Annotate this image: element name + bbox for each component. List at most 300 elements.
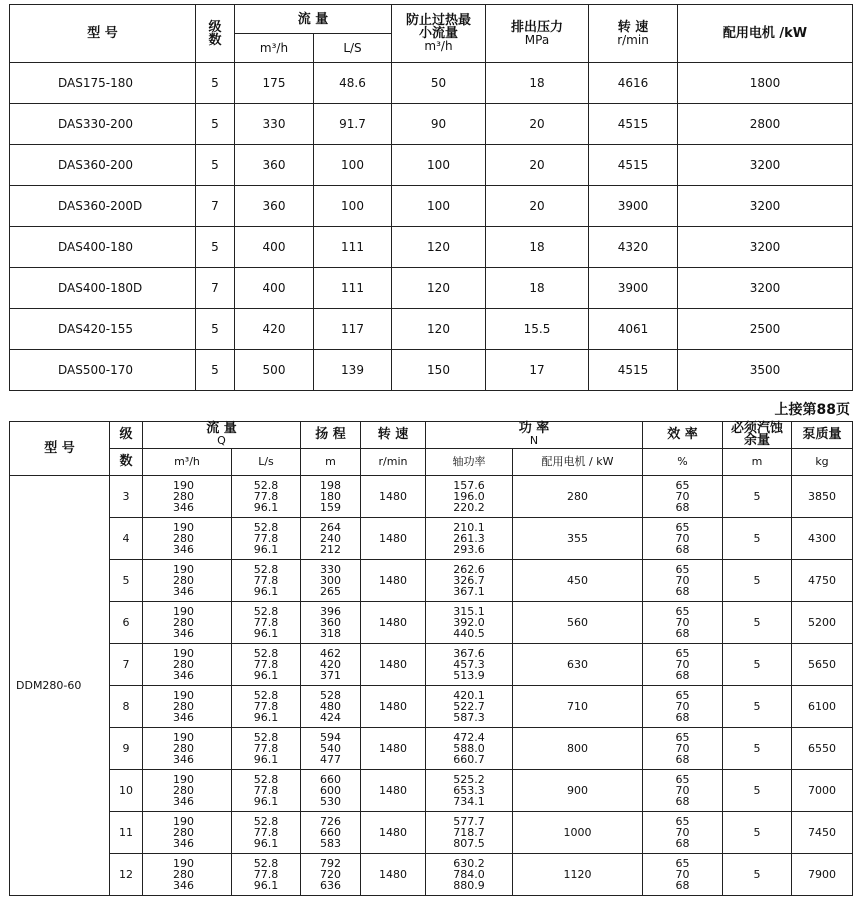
- cell-efficiency-value: 65: [675, 815, 690, 828]
- cell-flow-m3h: [143, 728, 232, 770]
- cell-shaft-power-value: 261.3: [453, 532, 485, 545]
- cell-flow-m3h-value: 190: [173, 521, 194, 534]
- cell-flow-m3h-value: 280: [173, 616, 194, 629]
- cell-head-value: 396: [320, 605, 341, 618]
- cell-shaft-power-value: 784.0: [453, 868, 485, 881]
- cell-flow-ls-value: 96.1: [253, 669, 279, 682]
- cell-flow-ls: [232, 686, 301, 728]
- cell-head: [301, 728, 361, 770]
- cell-speed: 3900: [589, 268, 678, 309]
- t2-header-head-unit: m: [301, 449, 361, 476]
- cell-head-value: 480: [320, 700, 341, 713]
- cell-npsh: 5: [723, 728, 792, 770]
- cell-shaft-power-value: 880.9: [453, 879, 485, 892]
- cell-stages: 5: [196, 350, 235, 391]
- cell-flow-ls-value: 52.8: [253, 563, 279, 576]
- cell-head: [301, 560, 361, 602]
- cell-shaft-power: [426, 770, 513, 812]
- cell-efficiency-value: 68: [675, 879, 690, 892]
- cell-flow-m3h-value: 346: [173, 501, 194, 514]
- cell-flow-ls-value: 52.8: [253, 479, 279, 492]
- cell-efficiency-value: 70: [675, 490, 690, 503]
- header-flow-ls: L/S: [314, 34, 392, 63]
- cell-flow-ls-value: 77.8: [253, 574, 279, 587]
- cell-shaft-power-value: 220.2: [453, 501, 485, 514]
- cell-flow-ls: 111: [314, 227, 392, 268]
- cell-motor: 900: [513, 770, 643, 812]
- cell-motor: 1800: [678, 63, 853, 104]
- cell-head: [301, 686, 361, 728]
- cell-shaft-power-value: 457.3: [453, 658, 485, 671]
- cell-speed: 1480: [361, 812, 426, 854]
- cell-shaft-power: [426, 812, 513, 854]
- cell-npsh: 5: [723, 854, 792, 896]
- cell-mass: 7450: [792, 812, 853, 854]
- cell-flow-ls: [232, 518, 301, 560]
- table-row: [10, 268, 853, 309]
- header-pressure-unit: MPa: [524, 32, 550, 47]
- cell-model: DAS500-170: [10, 350, 196, 391]
- cell-pressure: 20: [486, 145, 589, 186]
- cell-motor: 1000: [513, 812, 643, 854]
- cell-stages: 5: [196, 63, 235, 104]
- cell-speed: 1480: [361, 686, 426, 728]
- cell-head: [301, 770, 361, 812]
- cell-efficiency-value: 70: [675, 868, 690, 881]
- table-row: [10, 812, 853, 854]
- cell-stages: 4: [110, 518, 143, 560]
- cell-mass: 6550: [792, 728, 853, 770]
- cell-shaft-power-value: 392.0: [453, 616, 485, 629]
- cell-speed: 4515: [589, 350, 678, 391]
- cell-model: DAS400-180: [10, 227, 196, 268]
- cell-flow-ls: [232, 644, 301, 686]
- cell-stages: 7: [110, 644, 143, 686]
- cell-motor: 630: [513, 644, 643, 686]
- cell-flow-m3h: [143, 770, 232, 812]
- cell-model: DAS360-200D: [10, 186, 196, 227]
- cell-mass: 4750: [792, 560, 853, 602]
- header-min-flow: [392, 5, 486, 63]
- cell-flow-ls-value: 77.8: [253, 658, 279, 671]
- header-pressure-label: 排出压力: [510, 19, 563, 35]
- cell-shaft-power-value: 157.6: [453, 479, 485, 492]
- cell-flow-m3h-value: 280: [173, 784, 194, 797]
- cell-head-value: 792: [320, 857, 341, 870]
- cell-speed: 4515: [589, 104, 678, 145]
- cell-motor: 2500: [678, 309, 853, 350]
- cell-flow-ls: 100: [314, 145, 392, 186]
- cell-efficiency: [643, 518, 723, 560]
- cell-shaft-power-value: 196.0: [453, 490, 485, 503]
- cell-flow-ls-value: 52.8: [253, 605, 279, 618]
- table-row: [10, 602, 853, 644]
- cell-stages: 10: [110, 770, 143, 812]
- cell-head: [301, 812, 361, 854]
- cell-pressure: 15.5: [486, 309, 589, 350]
- cell-flow-ls-value: 96.1: [253, 585, 279, 598]
- cell-flow-ls: [232, 476, 301, 518]
- cell-shaft-power-value: 440.5: [453, 627, 485, 640]
- cell-stages: 3: [110, 476, 143, 518]
- cell-model: DAS330-200: [10, 104, 196, 145]
- cell-flow-m3h: 360: [235, 145, 314, 186]
- table-row: [10, 145, 853, 186]
- cell-model: DAS175-180: [10, 63, 196, 104]
- cell-flow-m3h-value: 280: [173, 742, 194, 755]
- cell-flow-ls-value: 77.8: [253, 490, 279, 503]
- cell-head-value: 600: [320, 784, 341, 797]
- cell-flow-ls-value: 52.8: [253, 857, 279, 870]
- t2-header-model: 型 号: [10, 422, 110, 476]
- cell-head-value: 720: [320, 868, 341, 881]
- cell-stages: 5: [196, 145, 235, 186]
- cell-flow-m3h-value: 190: [173, 857, 194, 870]
- cell-efficiency-value: 65: [675, 479, 690, 492]
- cell-flow-m3h-value: 280: [173, 868, 194, 881]
- cell-flow-m3h-value: 190: [173, 731, 194, 744]
- cell-efficiency: [643, 560, 723, 602]
- cell-motor: 280: [513, 476, 643, 518]
- cell-flow-m3h-value: 346: [173, 627, 194, 640]
- table-row: [10, 644, 853, 686]
- cell-pressure: 18: [486, 63, 589, 104]
- cell-shaft-power-value: 525.2: [453, 773, 485, 786]
- cell-flow-ls-value: 77.8: [253, 616, 279, 629]
- cell-efficiency-value: 65: [675, 563, 690, 576]
- cell-efficiency-value: 68: [675, 627, 690, 640]
- cell-flow-m3h: [143, 812, 232, 854]
- cell-min-flow: 120: [392, 227, 486, 268]
- cell-flow-m3h: 360: [235, 186, 314, 227]
- cell-motor: 1120: [513, 854, 643, 896]
- cell-head-value: 180: [320, 490, 341, 503]
- cell-shaft-power: [426, 686, 513, 728]
- cell-flow-m3h-value: 346: [173, 543, 194, 556]
- cell-flow-m3h-value: 280: [173, 490, 194, 503]
- cell-shaft-power-value: 734.1: [453, 795, 485, 808]
- cell-efficiency: [643, 644, 723, 686]
- cell-pressure: 20: [486, 186, 589, 227]
- cell-efficiency-value: 70: [675, 616, 690, 629]
- cell-flow-m3h: [143, 560, 232, 602]
- cell-motor: 800: [513, 728, 643, 770]
- t2-header-stages2: 数: [110, 449, 143, 476]
- cell-flow-m3h-value: 190: [173, 689, 194, 702]
- cell-efficiency-value: 70: [675, 784, 690, 797]
- cell-speed: 3900: [589, 186, 678, 227]
- cell-efficiency-value: 70: [675, 826, 690, 839]
- cell-stages: 5: [110, 560, 143, 602]
- cell-min-flow: 50: [392, 63, 486, 104]
- cell-flow-ls: 139: [314, 350, 392, 391]
- cell-shaft-power: [426, 476, 513, 518]
- ddm-pump-table: [9, 421, 853, 896]
- cell-flow-m3h-value: 346: [173, 795, 194, 808]
- cell-flow-ls: 91.7: [314, 104, 392, 145]
- cell-head-value: 360: [320, 616, 341, 629]
- cell-shaft-power-value: 367.6: [453, 647, 485, 660]
- cell-pressure: 17: [486, 350, 589, 391]
- cell-flow-m3h-value: 346: [173, 753, 194, 766]
- header-flow: 流 量: [235, 5, 392, 34]
- cell-shaft-power-value: 588.0: [453, 742, 485, 755]
- cell-stages: 5: [196, 104, 235, 145]
- cell-flow-ls-value: 77.8: [253, 742, 279, 755]
- cell-flow-m3h-value: 190: [173, 773, 194, 786]
- cell-flow-m3h-value: 346: [173, 669, 194, 682]
- table-row: [10, 476, 853, 518]
- cell-flow-ls-value: 96.1: [253, 501, 279, 514]
- cell-efficiency-value: 70: [675, 532, 690, 545]
- cell-efficiency-value: 65: [675, 521, 690, 534]
- cell-efficiency-value: 65: [675, 689, 690, 702]
- cell-mass: 7900: [792, 854, 853, 896]
- cell-flow-ls-value: 52.8: [253, 815, 279, 828]
- cell-npsh: 5: [723, 602, 792, 644]
- cell-efficiency-value: 68: [675, 543, 690, 556]
- cell-head-value: 240: [320, 532, 341, 545]
- cell-shaft-power-value: 807.5: [453, 837, 485, 850]
- cell-shaft-power-value: 420.1: [453, 689, 485, 702]
- cell-shaft-power: [426, 602, 513, 644]
- t2-header-speed: 转 速: [361, 422, 426, 449]
- cell-speed: 1480: [361, 476, 426, 518]
- header-min-flow-unit: m³/h: [424, 39, 453, 53]
- cell-efficiency: [643, 812, 723, 854]
- table-row: [10, 104, 853, 145]
- cell-flow-m3h: 420: [235, 309, 314, 350]
- cell-stages: 12: [110, 854, 143, 896]
- cell-flow-ls: 117: [314, 309, 392, 350]
- cell-npsh: 5: [723, 812, 792, 854]
- cell-head-value: 636: [320, 879, 341, 892]
- cell-min-flow: 120: [392, 309, 486, 350]
- t2-header-mass: 泵质量: [792, 422, 853, 449]
- cell-motor: 3200: [678, 227, 853, 268]
- t2-header-flow-q: Q: [217, 434, 226, 447]
- t2-header-shaft: 轴功率: [426, 449, 513, 476]
- cell-flow-m3h: [143, 476, 232, 518]
- cell-head-value: 265: [320, 585, 341, 598]
- cell-efficiency-value: 68: [675, 753, 690, 766]
- cell-speed: 1480: [361, 518, 426, 560]
- cell-head-value: 726: [320, 815, 341, 828]
- header-speed: [589, 5, 678, 63]
- cell-mass: 5650: [792, 644, 853, 686]
- cell-efficiency-value: 68: [675, 837, 690, 850]
- cell-efficiency: [643, 728, 723, 770]
- table-row: [10, 686, 853, 728]
- cell-shaft-power-value: 262.6: [453, 563, 485, 576]
- t2-header-flow: [143, 422, 301, 449]
- cell-head-value: 530: [320, 795, 341, 808]
- cell-shaft-power: [426, 518, 513, 560]
- cell-efficiency-value: 70: [675, 742, 690, 755]
- cell-efficiency-value: 65: [675, 605, 690, 618]
- cell-stages: 11: [110, 812, 143, 854]
- cell-efficiency-value: 70: [675, 658, 690, 671]
- cell-flow-m3h-value: 190: [173, 479, 194, 492]
- cell-flow-ls-value: 52.8: [253, 773, 279, 786]
- header-motor: 配用电机 /kW: [678, 5, 853, 63]
- cell-flow-m3h-value: 190: [173, 647, 194, 660]
- cell-npsh: 5: [723, 644, 792, 686]
- cell-mass: 7000: [792, 770, 853, 812]
- cell-head-value: 159: [320, 501, 341, 514]
- cell-flow-ls-value: 77.8: [253, 532, 279, 545]
- cell-motor: 355: [513, 518, 643, 560]
- cell-efficiency-value: 65: [675, 731, 690, 744]
- cell-flow-ls-value: 52.8: [253, 647, 279, 660]
- cell-motor: 3200: [678, 268, 853, 309]
- t2-header-mass-unit: kg: [792, 449, 853, 476]
- cell-model: DAS420-155: [10, 309, 196, 350]
- cell-efficiency: [643, 854, 723, 896]
- cell-flow-ls-value: 96.1: [253, 753, 279, 766]
- table-row: [10, 560, 853, 602]
- cell-flow-m3h: 400: [235, 227, 314, 268]
- cell-flow-m3h: 330: [235, 104, 314, 145]
- table-row: [10, 770, 853, 812]
- cell-speed: 1480: [361, 728, 426, 770]
- cell-npsh: 5: [723, 518, 792, 560]
- cell-speed: 1480: [361, 644, 426, 686]
- cell-shaft-power-value: 315.1: [453, 605, 485, 618]
- table-row: [10, 350, 853, 391]
- cell-flow-m3h-value: 190: [173, 605, 194, 618]
- cell-shaft-power-value: 367.1: [453, 585, 485, 598]
- cell-head: [301, 602, 361, 644]
- cell-min-flow: 100: [392, 186, 486, 227]
- t2-header-flow-label: 流 量: [206, 421, 237, 436]
- t2-header-stages: 级: [110, 422, 143, 449]
- cell-flow-ls: [232, 854, 301, 896]
- cell-pressure: 18: [486, 268, 589, 309]
- cell-head-value: 594: [320, 731, 341, 744]
- cell-flow-m3h-value: 280: [173, 658, 194, 671]
- cell-flow-m3h-value: 346: [173, 585, 194, 598]
- cell-head-value: 660: [320, 826, 341, 839]
- cell-flow-ls: [232, 812, 301, 854]
- cell-pressure: 18: [486, 227, 589, 268]
- cell-efficiency-value: 65: [675, 857, 690, 870]
- cell-stages: 7: [196, 186, 235, 227]
- cell-shaft-power-value: 513.9: [453, 669, 485, 682]
- cell-head-value: 300: [320, 574, 341, 587]
- t2-header-npsh: 必须汽蚀余量: [723, 422, 792, 449]
- header-model: 型 号: [10, 5, 196, 63]
- cell-flow-ls: [232, 602, 301, 644]
- cell-flow-m3h: [143, 686, 232, 728]
- cell-speed: 1480: [361, 854, 426, 896]
- cell-pressure: 20: [486, 104, 589, 145]
- cell-speed: 1480: [361, 770, 426, 812]
- cell-flow-m3h: 175: [235, 63, 314, 104]
- cell-flow-ls-value: 77.8: [253, 784, 279, 797]
- cell-flow-ls-value: 77.8: [253, 700, 279, 713]
- cell-flow-ls: [232, 560, 301, 602]
- cell-speed: 4061: [589, 309, 678, 350]
- cell-efficiency-value: 68: [675, 795, 690, 808]
- header-stages: 级数: [196, 5, 235, 63]
- t2-header-speed-unit: r/min: [361, 449, 426, 476]
- cell-efficiency-value: 68: [675, 501, 690, 514]
- cell-speed: 4320: [589, 227, 678, 268]
- cell-efficiency-value: 68: [675, 669, 690, 682]
- cell-efficiency: [643, 770, 723, 812]
- cell-head: [301, 518, 361, 560]
- cell-head-value: 330: [320, 563, 341, 576]
- t2-header-m3h: m³/h: [143, 449, 232, 476]
- cell-head-value: 477: [320, 753, 341, 766]
- cell-shaft-power-value: 630.2: [453, 857, 485, 870]
- cell-shaft-power-value: 522.7: [453, 700, 485, 713]
- cell-speed: 1480: [361, 560, 426, 602]
- cell-motor: 3200: [678, 145, 853, 186]
- cell-min-flow: 150: [392, 350, 486, 391]
- t2-header-head: 扬 程: [301, 422, 361, 449]
- cell-efficiency: [643, 476, 723, 518]
- cell-flow-ls-value: 52.8: [253, 689, 279, 702]
- cell-mass: 6100: [792, 686, 853, 728]
- cell-head-value: 371: [320, 669, 341, 682]
- t2-header-ls: L/s: [232, 449, 301, 476]
- cell-head: [301, 476, 361, 518]
- table-row: [10, 518, 853, 560]
- cell-npsh: 5: [723, 476, 792, 518]
- cell-shaft-power-value: 210.1: [453, 521, 485, 534]
- cell-motor: 2800: [678, 104, 853, 145]
- cell-shaft-power-value: 293.6: [453, 543, 485, 556]
- cell-head-value: 212: [320, 543, 341, 556]
- cell-stages: 6: [110, 602, 143, 644]
- cell-flow-ls: [232, 770, 301, 812]
- t2-header-npsh-unit: m: [723, 449, 792, 476]
- cell-flow-ls-value: 96.1: [253, 711, 279, 724]
- header-pressure: [486, 5, 589, 63]
- cell-efficiency-value: 65: [675, 773, 690, 786]
- cell-head-value: 528: [320, 689, 341, 702]
- cell-mass: 5200: [792, 602, 853, 644]
- cell-npsh: 5: [723, 770, 792, 812]
- cell-shaft-power-value: 472.4: [453, 731, 485, 744]
- cell-model: DAS400-180D: [10, 268, 196, 309]
- table-row: [10, 186, 853, 227]
- cell-npsh: 5: [723, 686, 792, 728]
- cell-motor: 3500: [678, 350, 853, 391]
- table-row: [10, 854, 853, 896]
- cell-flow-m3h: [143, 644, 232, 686]
- cell-flow-ls-value: 52.8: [253, 521, 279, 534]
- cell-head-value: 198: [320, 479, 341, 492]
- cell-flow-m3h-value: 280: [173, 826, 194, 839]
- cell-flow-ls-value: 77.8: [253, 826, 279, 839]
- das-pump-table: [9, 4, 853, 391]
- cell-flow-ls: 100: [314, 186, 392, 227]
- t2-header-power: [426, 422, 643, 449]
- cell-shaft-power-value: 660.7: [453, 753, 485, 766]
- cell-head-value: 462: [320, 647, 341, 660]
- cell-flow-m3h-value: 280: [173, 574, 194, 587]
- cell-flow-ls: 111: [314, 268, 392, 309]
- cell-min-flow: 90: [392, 104, 486, 145]
- cell-head-value: 318: [320, 627, 341, 640]
- cell-flow-m3h-value: 280: [173, 532, 194, 545]
- cell-flow-m3h: 500: [235, 350, 314, 391]
- cell-head: [301, 644, 361, 686]
- cell-npsh: 5: [723, 560, 792, 602]
